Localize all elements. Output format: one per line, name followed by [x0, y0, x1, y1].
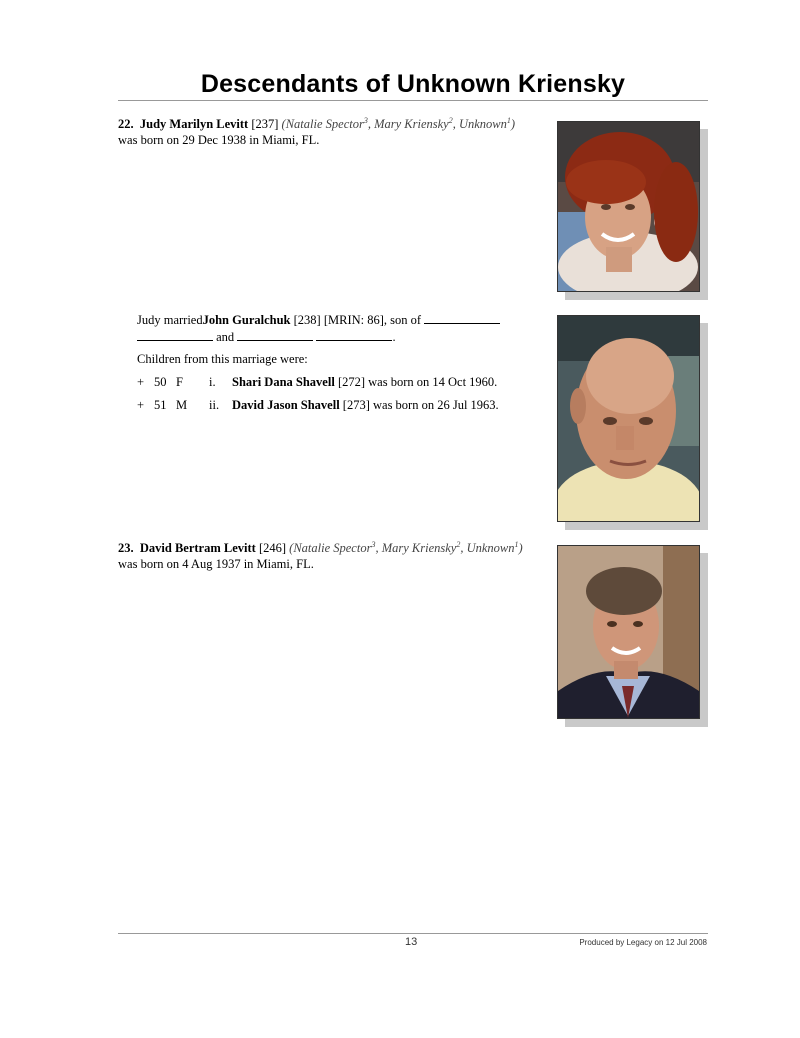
person-name: David Bertram Levitt [139, 541, 256, 555]
footer-divider [118, 933, 708, 934]
child-row: + 50 F i. Shari Dana Shavell [272] was born on 14 Oct 1960. [137, 375, 498, 389]
entry-number: 23. [118, 541, 134, 555]
marriage-block [137, 312, 537, 414]
photo-david [557, 545, 700, 719]
birth-info: was born on 29 Dec 1938 in Miami, FL. [118, 133, 320, 147]
person-id: [237] [251, 117, 279, 131]
spouse-name: John Guralchuk [202, 313, 291, 327]
person-name: Judy Marilyn Levitt [139, 117, 249, 131]
person-id: [246] [258, 541, 287, 555]
marriage-line: Judy marriedJohn Guralchuk [238] [MRIN: 86], son of [137, 312, 537, 329]
child-row: + 51 M ii. David Jason Shavell [273] was born on 26 Jul 1963. [137, 398, 499, 412]
photo-judy [557, 121, 700, 292]
person-entry-david [118, 540, 548, 572]
page-title: Descendants of Unknown Kriensky [200, 70, 626, 98]
parents-line: and . [137, 329, 537, 346]
photo-john [557, 315, 700, 522]
produced-by: Produced by Legacy on 12 Jul 2008 [579, 938, 707, 947]
child-name: David Jason Shavell [232, 398, 340, 412]
children-heading: Children from this marriage were: [137, 352, 308, 366]
ancestry-line: (Natalie Spector$^3$, Mary Kriensky$^2$, Unknown$^1$) [281, 115, 516, 131]
ancestry-line: (Natalie Spector$^3$, Mary Kriensky$^2$, Unknown$^1$) [289, 539, 523, 555]
entry-number: 22. [118, 117, 134, 131]
child-name: Shari Dana Shavell [232, 375, 335, 389]
birth-info: was born on 4 Aug 1937 in Miami, FL. [118, 557, 314, 571]
person-entry-judy [118, 116, 548, 148]
header-divider [118, 100, 708, 101]
page-number: 13 [405, 936, 418, 948]
